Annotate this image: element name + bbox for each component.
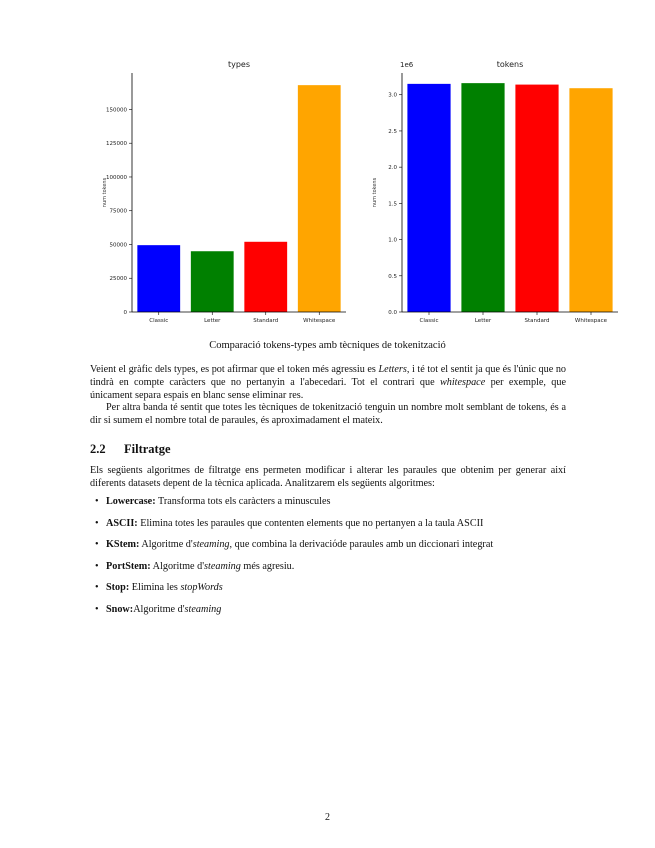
algorithm-description (129, 582, 223, 593)
chart-svg (88, 60, 358, 330)
x-tick-label: Standard (253, 318, 279, 324)
text-run: Elimina totes les paraules que contenten elements que no pertanyen a la taula ASCII (137, 517, 484, 529)
bar-standard (244, 242, 287, 312)
y-tick-label: 125000 (106, 141, 127, 148)
algorithm-description (138, 518, 484, 529)
y-axis-label: num tokens (102, 177, 108, 208)
list-item (90, 495, 570, 517)
section-number: 2.2 (90, 442, 106, 456)
section-heading (90, 442, 171, 457)
x-tick-label: Classic (419, 318, 439, 324)
bar-classic (407, 84, 450, 312)
types-chart (88, 60, 358, 330)
bar-letter (461, 83, 504, 312)
bar-whitespace (298, 85, 341, 312)
page-number: 2 (325, 812, 330, 823)
axis-offset-label: 1e6 (400, 61, 414, 69)
list-item (90, 581, 570, 603)
y-tick-label: 1.0 (388, 237, 397, 244)
algorithm-description (133, 604, 221, 615)
y-tick-label: 50000 (109, 242, 127, 249)
bar-standard (515, 85, 558, 312)
emphasis-text: whitespace (439, 377, 486, 388)
algorithm-name: ASCII: (106, 517, 138, 529)
chart-title: types (227, 60, 251, 69)
text-run: Veient el gràfic dels types, es pot afirmar que el token més agressiu es (90, 364, 379, 375)
list-item (90, 517, 570, 539)
bar-letter (191, 251, 234, 312)
section-title: Filtratge (124, 442, 171, 456)
chart-svg (352, 60, 627, 330)
y-tick-label: 150000 (106, 107, 127, 114)
y-tick-label: 1.5 (388, 201, 397, 208)
figure-caption: Comparació tokens-types amb tècniques de tokenització (209, 340, 446, 351)
algorithm-name: Stop: (106, 582, 130, 594)
algorithm-list (90, 495, 570, 625)
text-run: Algoritme d' (139, 539, 193, 551)
x-tick-label: Letter (474, 318, 492, 324)
y-tick-label: 2.5 (388, 128, 397, 135)
list-item (90, 538, 570, 560)
paragraph-types-analysis (90, 363, 566, 402)
algorithm-description (151, 561, 295, 572)
emphasis-text: steaming (204, 560, 241, 572)
text-run: Algoritme d' (133, 603, 185, 615)
text-run: Transforma tots els caràcters a minuscules (155, 496, 331, 507)
y-tick-label: 25000 (109, 276, 127, 283)
algorithm-name: Lowercase: (106, 496, 156, 507)
emphasis-text: Letters (378, 364, 407, 375)
y-axis-label: num tokens (372, 177, 378, 208)
emphasis-text: steaming (184, 603, 222, 615)
x-tick-label: Letter (204, 318, 221, 324)
y-tick-label: 75000 (109, 208, 127, 215)
list-item (90, 603, 570, 625)
text-run: més agresiu. (240, 560, 295, 572)
emphasis-text: steaming (192, 539, 230, 551)
text-run: per exemple, que únicament separa espais en blanc sense eliminar res. (90, 377, 566, 401)
y-tick-label: 0 (123, 310, 127, 316)
list-item (90, 560, 570, 582)
text-run: , i té tot el sentit ja que és l'únic que no tindrà en compte caràcters que no pertanyin a l'abecedari. Tot el contrari que (90, 364, 567, 388)
text-run: , que combina la derivaciόde paraules amb un diccionari integrat (229, 539, 494, 551)
y-tick-label: 100000 (106, 174, 127, 181)
chart-title: tokens (496, 60, 524, 69)
paragraph-tokens-analysis: Per altra banda té sentit que totes les tècniques de tokenització tenguin un nombre molt semblant de tokens, és a dir si sumem el nombre total de paraules, és aproximadament el mateix. (90, 402, 566, 426)
y-tick-label: 0.0 (388, 310, 397, 316)
paragraph-filter-intro: Els següents algoritmes de filtratge ens permeten modificar i alterar les paraules que obtenim per generar així diferents datasets depent de la tècnica aplicada. Analitzarem els següents algoritmes: (90, 465, 566, 489)
x-tick-label: Standard (524, 318, 550, 324)
algorithm-name: Snow: (106, 603, 134, 615)
y-tick-label: 0.5 (388, 273, 397, 280)
algorithm-description (156, 496, 331, 507)
text-run: Algoritme d' (150, 560, 205, 572)
x-tick-label: Classic (149, 318, 169, 324)
emphasis-text: stopWords (180, 582, 223, 594)
algorithm-description (139, 539, 493, 550)
bar-classic (137, 245, 180, 312)
algorithm-name: PortStem: (106, 560, 151, 572)
x-tick-label: Whitespace (303, 318, 336, 324)
y-tick-label: 2.0 (388, 165, 397, 172)
bar-whitespace (569, 88, 612, 312)
text-run: Elimina les (129, 582, 181, 594)
tokens-chart (352, 60, 627, 330)
x-tick-label: Whitespace (574, 318, 608, 324)
algorithm-name: KStem: (106, 539, 140, 551)
y-tick-label: 3.0 (388, 92, 397, 99)
